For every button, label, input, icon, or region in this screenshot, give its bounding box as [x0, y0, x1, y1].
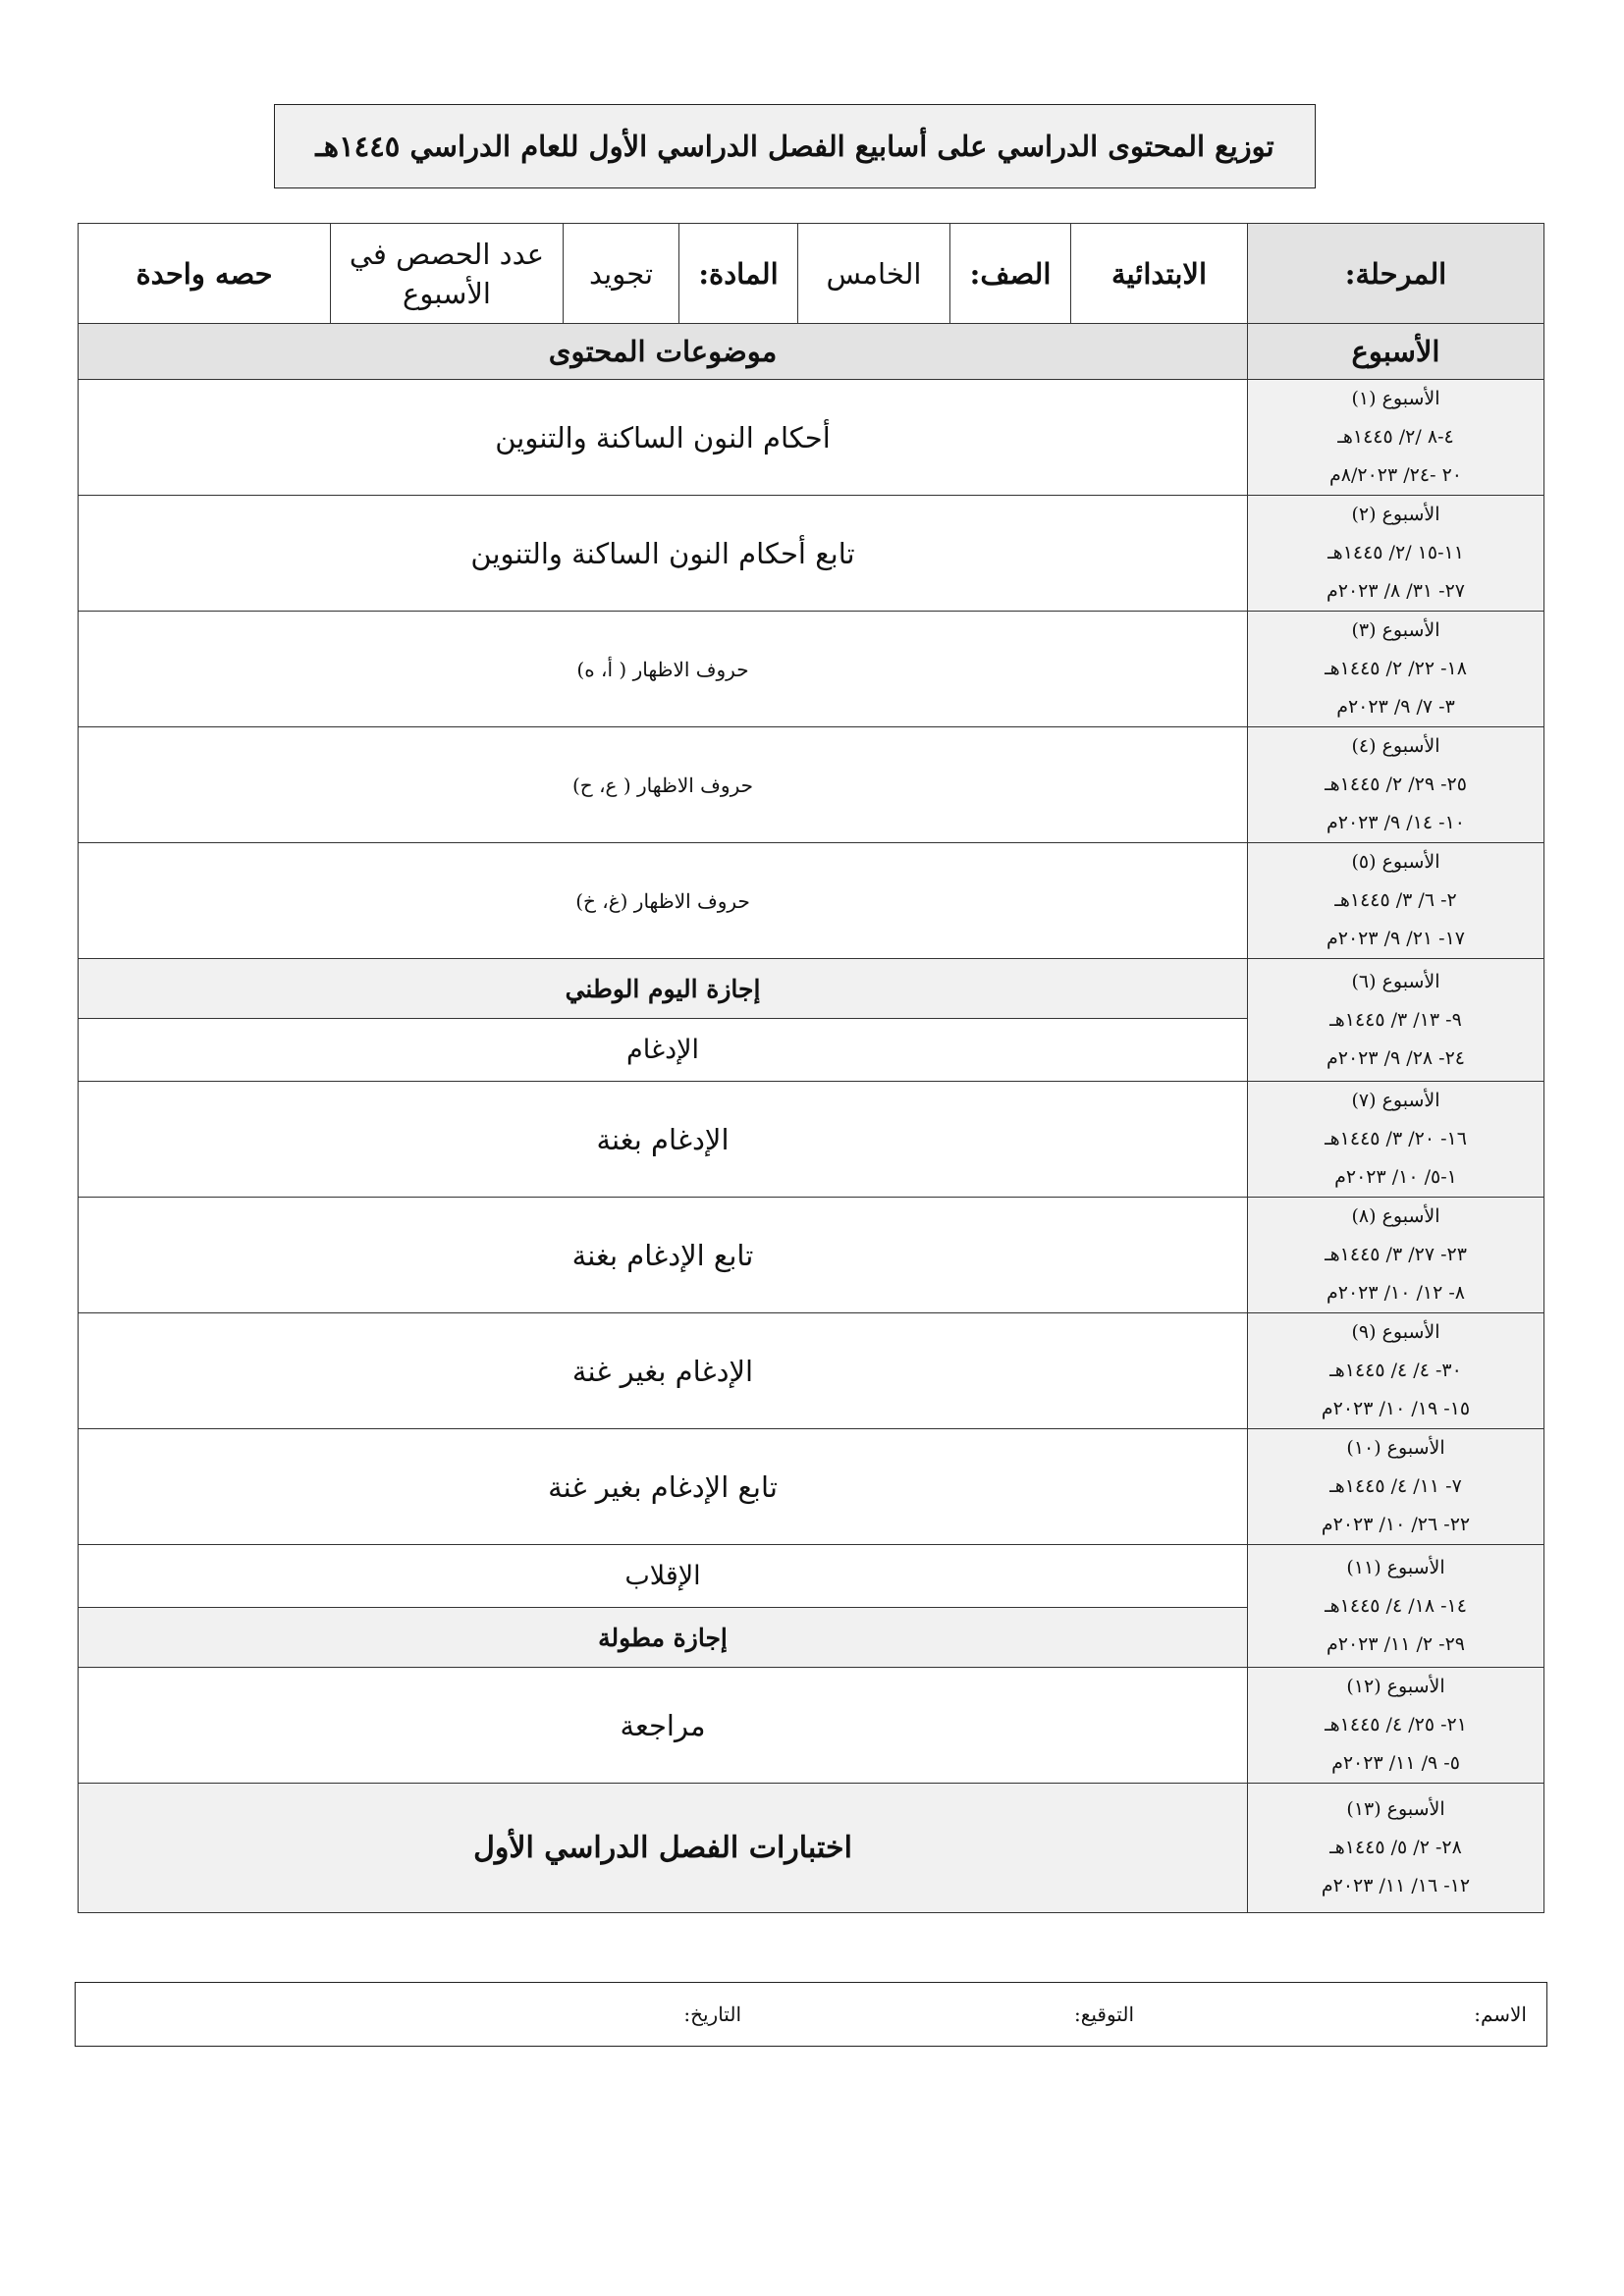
week-gregorian-date: ٣- ٧/ ٩/ ٢٠٢٣م [1336, 696, 1455, 718]
week-label: الأسبوع (٨) [1351, 1205, 1440, 1227]
content-distribution-table [78, 223, 1544, 1913]
week-hijri-date: ٣٠- ٤/ ٤/ ١٤٤٥هـ [1329, 1360, 1462, 1381]
topic-cell: مراجعة [79, 1668, 1248, 1784]
week-hijri-date: ١٨- ٢٢/ ٢/ ١٤٤٥هـ [1325, 658, 1467, 679]
week-gregorian-date: ٢٧- ٣١/ ٨/ ٢٠٢٣م [1326, 580, 1466, 602]
week-gregorian-date: ٢٤- ٢٨/ ٩/ ٢٠٢٣م [1326, 1046, 1466, 1069]
exams-cell: اختبارات الفصل الدراسي الأول [79, 1784, 1248, 1913]
week-gregorian-date: ٨- ١٢/ ١٠/ ٢٠٢٣م [1326, 1282, 1466, 1304]
topic-cell: الإدغام [79, 1019, 1248, 1082]
week-cell [1248, 1429, 1544, 1545]
week-cell [1248, 1313, 1544, 1429]
week-hijri-date: ٢٥- ٢٩/ ٢/ ١٤٤٥هـ [1325, 774, 1467, 795]
week-hijri-date: ٧- ١١/ ٤/ ١٤٤٥هـ [1329, 1475, 1462, 1497]
week-label: الأسبوع (٥) [1351, 851, 1440, 873]
grade-label: الصف: [950, 224, 1071, 324]
week-gregorian-date: ١٥- ١٩/ ١٠/ ٢٠٢٣م [1321, 1398, 1471, 1419]
week-label: الأسبوع (٢) [1351, 504, 1440, 525]
week-row [79, 1198, 1544, 1313]
week-cell [1248, 612, 1544, 727]
week-row [79, 1545, 1544, 1608]
week-cell [1248, 1082, 1544, 1198]
week-hijri-date: ٤-٨ /٢/ ١٤٤٥هـ [1337, 426, 1454, 448]
week-cell [1248, 380, 1544, 496]
week-gregorian-date: ١٠- ١٤/ ٩/ ٢٠٢٣م [1326, 812, 1466, 833]
holiday-cell: إجازة مطولة [79, 1608, 1248, 1668]
topic-cell: تابع أحكام النون الساكنة والتنوين [79, 496, 1248, 612]
week-cell [1248, 496, 1544, 612]
topic-cell: أحكام النون الساكنة والتنوين [79, 380, 1248, 496]
week-row [79, 727, 1544, 843]
topic-cell: تابع الإدغام بغنة [79, 1198, 1248, 1313]
week-label: الأسبوع (١٢) [1346, 1676, 1445, 1697]
week-cell [1248, 959, 1544, 1082]
week-gregorian-date: ١-٥/ ١٠/ ٢٠٢٣م [1334, 1166, 1457, 1188]
topic-cell: الإدغام بغنة [79, 1082, 1248, 1198]
week-row [79, 843, 1544, 959]
week-hijri-date: ٩- ١٣/ ٣/ ١٤٤٥هـ [1329, 1008, 1462, 1031]
info-header-row [79, 224, 1544, 324]
page-title: توزيع المحتوى الدراسي على أسابيع الفصل الدراسي الأول للعام الدراسي ١٤٤٥هـ [274, 104, 1316, 188]
periods-value: حصه واحدة [79, 224, 331, 324]
grade-value: الخامس [798, 224, 950, 324]
week-row [79, 959, 1544, 1019]
week-cell [1248, 1198, 1544, 1313]
week-label: الأسبوع (٣) [1351, 619, 1440, 641]
subject-value: تجويد [564, 224, 679, 324]
week-hijri-date: ١٦- ٢٠/ ٣/ ١٤٤٥هـ [1325, 1128, 1467, 1149]
holiday-cell: إجازة اليوم الوطني [79, 959, 1248, 1019]
week-row [79, 612, 1544, 727]
topic-cell: حروف الاظهار (غ، خ) [79, 843, 1248, 959]
week-label: الأسبوع (١) [1351, 388, 1440, 409]
week-row [79, 380, 1544, 496]
column-header-row [79, 324, 1544, 380]
week-gregorian-date: ١٢- ١٦/ ١١/ ٢٠٢٣م [1321, 1875, 1471, 1896]
week-row [79, 496, 1544, 612]
week-hijri-date: ١١-١٥ /٢/ ١٤٤٥هـ [1327, 542, 1464, 563]
week-label: الأسبوع (٩) [1351, 1321, 1440, 1343]
signature-label: التوقيع: [1074, 2002, 1134, 2026]
week-hijri-date: ٢١- ٢٥/ ٤/ ١٤٤٥هـ [1325, 1714, 1467, 1735]
name-label: الاسم: [1474, 2002, 1527, 2026]
week-cell [1248, 1545, 1544, 1668]
week-label: الأسبوع (٦) [1351, 970, 1440, 992]
week-label: الأسبوع (١٣) [1346, 1798, 1445, 1820]
week-label: الأسبوع (٤) [1351, 735, 1440, 757]
topic-cell: الإدغام بغير غنة [79, 1313, 1248, 1429]
periods-label [331, 224, 564, 324]
week-hijri-date: ٢٣- ٢٧/ ٣/ ١٤٤٥هـ [1325, 1244, 1467, 1265]
periods-label-line1: عدد الحصص في [349, 237, 545, 271]
stage-value: الابتدائية [1071, 224, 1248, 324]
week-row [79, 1668, 1544, 1784]
week-label: الأسبوع (١١) [1346, 1556, 1445, 1578]
week-cell [1248, 1784, 1544, 1913]
stage-label: المرحلة: [1248, 224, 1544, 324]
week-cell [1248, 727, 1544, 843]
date-label: التاريخ: [683, 2002, 741, 2026]
periods-label-line2: الأسبوع [403, 276, 491, 310]
week-gregorian-date: ١٧- ٢١/ ٩/ ٢٠٢٣م [1326, 928, 1466, 949]
topic-cell: الإقلاب [79, 1545, 1248, 1608]
week-hijri-date: ٢٨- ٢/ ٥/ ١٤٤٥هـ [1329, 1837, 1462, 1858]
week-hijri-date: ١٤- ١٨/ ٤/ ١٤٤٥هـ [1325, 1594, 1467, 1617]
week-gregorian-date: ٢٢- ٢٦/ ١٠/ ٢٠٢٣م [1321, 1514, 1471, 1535]
week-row [79, 1784, 1544, 1913]
week-row [79, 1082, 1544, 1198]
week-label: الأسبوع (٧) [1351, 1090, 1440, 1111]
subject-label: المادة: [679, 224, 798, 324]
topic-cell: تابع الإدغام بغير غنة [79, 1429, 1248, 1545]
week-cell [1248, 1668, 1544, 1784]
week-gregorian-date: ٢٩- ٢/ ١١/ ٢٠٢٣م [1326, 1632, 1466, 1655]
week-cell [1248, 843, 1544, 959]
week-row [79, 1313, 1544, 1429]
week-row [79, 1429, 1544, 1545]
topic-cell: حروف الاظهار ( أ، ه) [79, 612, 1248, 727]
week-column-header: الأسبوع [1248, 324, 1544, 380]
week-label: الأسبوع (١٠) [1346, 1437, 1445, 1459]
topics-column-header: موضوعات المحتوى [79, 324, 1248, 380]
week-gregorian-date: ٥- ٩/ ١١/ ٢٠٢٣م [1331, 1752, 1460, 1774]
week-hijri-date: ٢- ٦/ ٣/ ١٤٤٥هـ [1334, 889, 1457, 911]
topic-cell: حروف الاظهار ( ع، ح) [79, 727, 1248, 843]
signature-footer [75, 1982, 1547, 2047]
week-gregorian-date: ٢٠ -٢٤/ ٨/٢٠٢٣م [1329, 464, 1462, 486]
